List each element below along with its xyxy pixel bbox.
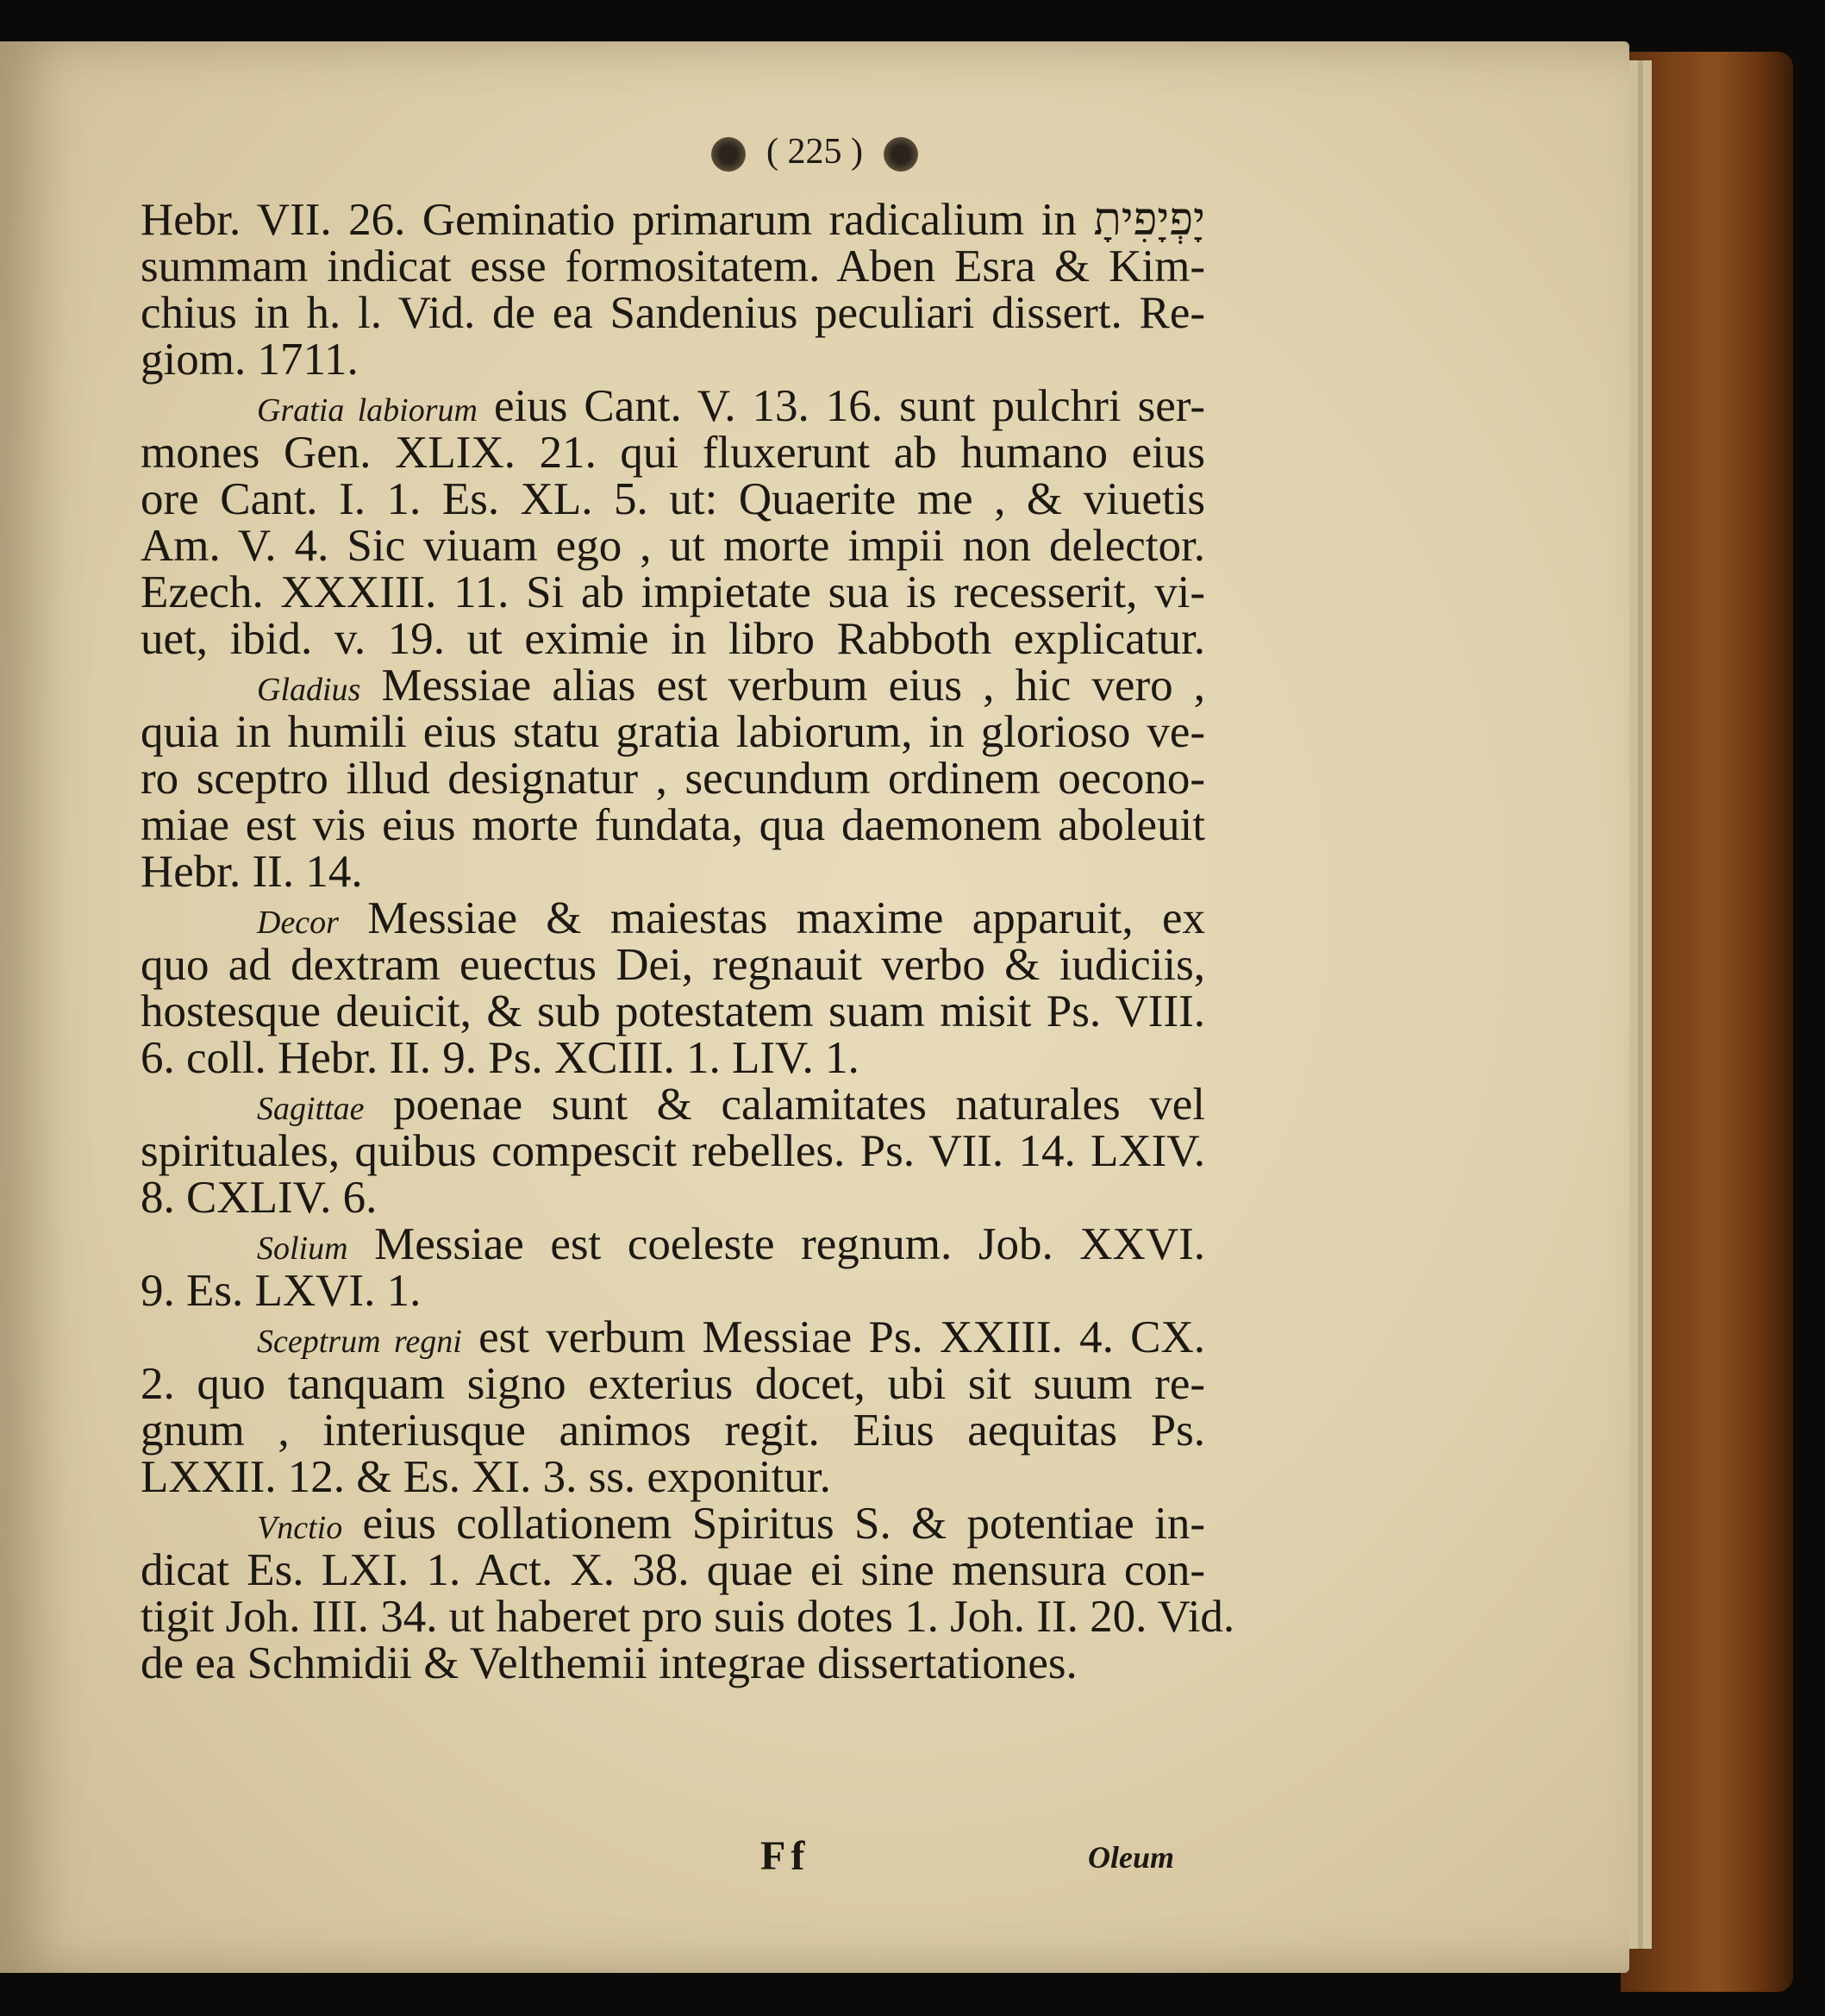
line-text: summam indicat esse formositatem. Aben Esra & Kim- [141,241,1205,291]
paragraph-lead-word: Gladius [257,672,361,708]
line-text: Messiae est coeleste regnum. Job. XXVI. [347,1219,1205,1269]
line-text: Hebr. VII. 26. Geminatio primarum radicalium in יָפְיָפִיתָ [141,195,1205,245]
line-text: spirituales, quibus compescit rebelles. Ps. VII. 14. LXIV. [141,1126,1205,1176]
line-text: ore Cant. I. 1. Es. XL. 5. ut: Quaerite me , & viuetis [141,474,1205,524]
text-line [141,1500,1205,1547]
line-text: poenae sunt & calamitates naturales vel [364,1080,1205,1130]
text-line [141,197,1205,243]
text-line [141,942,1205,988]
text-line [141,802,1205,848]
text-line [141,709,1205,755]
line-text: ro sceptro illud designatur , secundum ordinem oecono- [141,754,1205,804]
line-text: gnum , interiusque animos regit. Eius aequitas Ps. [141,1406,1205,1456]
page-body [141,195,1235,1688]
signature-mark: Ff [760,1833,810,1879]
text-line [141,1174,1205,1221]
line-text: quia in humili eius statu gratia labiorum, in glorioso ve- [141,707,1205,757]
text-line [141,243,1205,290]
line-text: 6. coll. Hebr. II. 9. Ps. XCIII. 1. LIV. 1. [141,1033,859,1083]
paragraph-lead-word: Solium [257,1230,348,1267]
line-text: Ezech. XXXIII. 11. Si ab impietate sua is recesserit, vi- [141,567,1205,617]
line-text: hostesque deuicit, & sub potestatem suam misit Ps. VIII. [141,986,1205,1036]
line-text: 8. CXLIV. 6. [141,1173,378,1223]
line-text: tigit Joh. III. 34. ut haberet pro suis dotes 1. Joh. II. 20. Vid. [141,1592,1235,1642]
text-line [141,336,1205,383]
text-line [141,1547,1205,1593]
text-line [141,1081,1205,1128]
line-text: LXXII. 12. & Es. XI. 3. ss. exponitur. [141,1452,831,1502]
text-line [141,1221,1205,1268]
line-text: Messiae & maiestas maxime apparuit, ex [338,893,1205,943]
ornament-left-icon [711,137,746,172]
line-text: eius collationem Spiritus S. & potentiae in- [342,1499,1205,1549]
paragraph-lead-word: Vnctio [257,1510,343,1546]
text-line [141,1268,1205,1314]
page-number: ( 225 ) [766,132,863,172]
text-line [141,429,1205,476]
text-line [141,523,1205,569]
ornament-right-icon [884,137,918,172]
line-text: mones Gen. XLIX. 21. qui fluxerunt ab humano eius [141,428,1205,478]
text-line [141,1454,1205,1500]
line-text: est verbum Messiae Ps. XXIII. 4. CX. [461,1312,1205,1362]
text-line [141,476,1205,523]
text-line [141,755,1205,802]
text-line [141,988,1205,1035]
text-line [141,1035,1205,1081]
text-line [141,848,1205,895]
page-footer [0,1832,1629,1884]
line-text: Messiae alias est verbum eius , hic vero , [360,661,1205,711]
paragraph-lead-word: Sagittae [257,1091,365,1127]
text-line [141,1640,1205,1687]
text-line [141,1407,1205,1454]
line-text: uet, ibid. v. 19. ut eximie in libro Rabboth explicatur. [141,614,1205,664]
line-text: Am. V. 4. Sic viuam ego , ut morte impii non delector. [141,521,1205,571]
paragraph-lead-word: Sceptrum regni [257,1324,462,1360]
line-text: eius Cant. V. 13. 16. sunt pulchri ser- [477,381,1205,431]
text-line [141,1128,1205,1174]
line-text: Hebr. II. 14. [141,847,363,897]
line-text: 2. quo tanquam signo exterius docet, ubi sit suum re- [141,1359,1205,1409]
line-text: 9. Es. LXVI. 1. [141,1266,422,1316]
line-text: chius in h. l. Vid. de ea Sandenius peculiari dissert. Re- [141,288,1205,338]
line-text: de ea Schmidii & Velthemii integrae dissertationes. [141,1638,1078,1688]
line-text: quo ad dextram euectus Dei, regnauit verbo & iudiciis, [141,940,1205,990]
text-line [141,616,1205,662]
catchword: Oleum [1088,1840,1175,1875]
line-text: miae est vis eius morte fundata, qua daemonem aboleuit [141,800,1205,850]
text-line [141,895,1205,942]
text-line [141,1592,1235,1642]
page-header [0,131,1629,172]
paragraph-lead-word: Gratia labiorum [257,392,478,429]
line-text: giom. 1711. [141,335,359,385]
text-line [141,1314,1205,1361]
text-line [141,290,1205,336]
page-edges-inner [1638,60,1643,1949]
text-line [141,662,1205,709]
paragraph-lead-word: Decor [257,905,339,941]
line-text: dicat Es. LXI. 1. Act. X. 38. quae ei sine mensura con- [141,1545,1205,1595]
text-line [141,569,1205,616]
text-line [141,1361,1205,1407]
text-line [141,383,1205,429]
